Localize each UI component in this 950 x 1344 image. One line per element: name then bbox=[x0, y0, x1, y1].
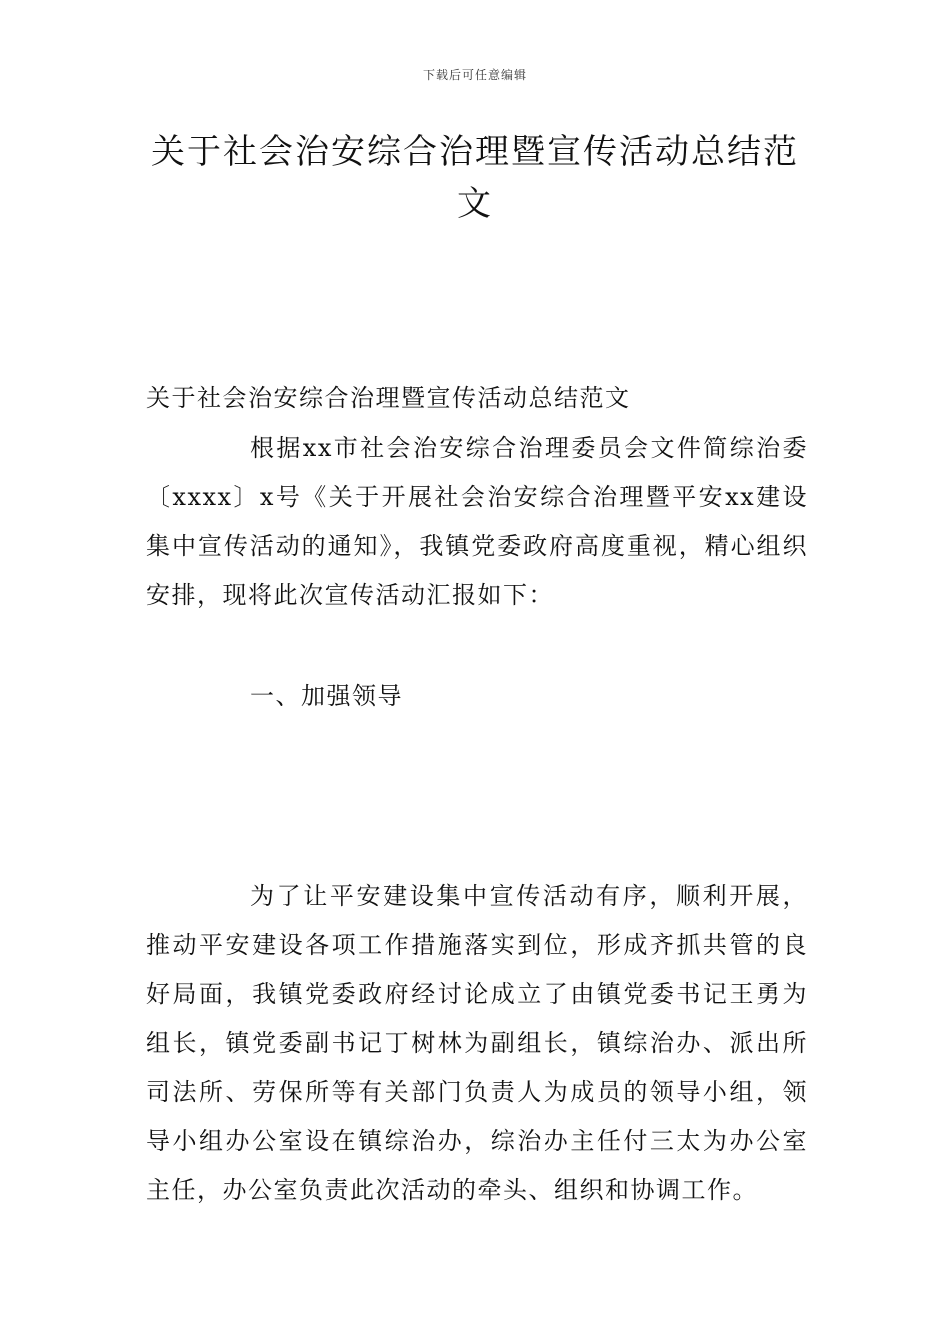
section-heading: 一、加强领导 bbox=[250, 682, 403, 710]
paragraph-leadership: 为了让平安建设集中宣传活动有序，顺利开展，推动平安建设各项工作措施落实到位，形成齐抓共管的良好局面，我镇党委政府经讨论成立了由镇党委书记王勇为组长，镇党委副书记丁树林为副组长，镇综治办、派出所司法所、劳保所等有关部门负责人为成员的领导小组，领导小组办公室设在镇综治办，综治办主任付三太为办公室主任，办公室负责此次活动的牵头、组织和协调工作。 bbox=[146, 882, 808, 1204]
document-subtitle: 关于社会治安综合治理暨宣传活动总结范文 bbox=[146, 384, 631, 412]
document-title: 关于社会治安综合治理暨宣传活动总结范文 bbox=[151, 132, 799, 224]
header-note: 下载后可任意编辑 bbox=[422, 68, 527, 82]
paragraph-intro: 根据xx市社会治安综合治理委员会文件简综治委〔xxxx〕x号《关于开展社会治安综合治理暨平安xx建设集中宣传活动的通知》，我镇党委政府高度重视，精心组织安排，现将此次宣传活动汇报如下： bbox=[146, 434, 808, 609]
